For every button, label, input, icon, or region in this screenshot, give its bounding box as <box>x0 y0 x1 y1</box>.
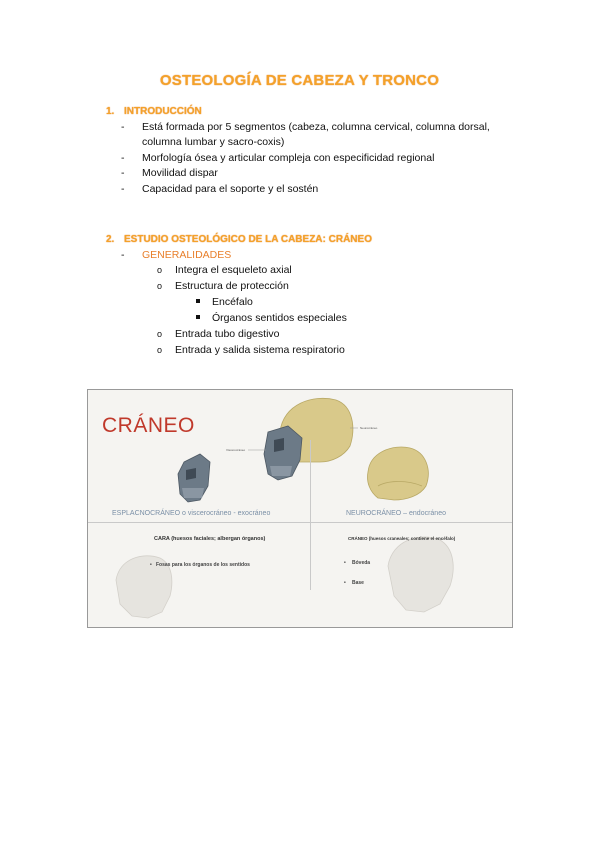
section-1-title: INTRODUCCIÓN <box>124 106 202 117</box>
section-1-number: 1. <box>106 106 115 117</box>
face-bullet: Fosas para los órganos de los sentidos <box>156 562 250 568</box>
circle-bullet: o <box>157 281 163 291</box>
neurocranium-pointer-label: Neurocráneo <box>360 426 378 430</box>
dash-bullet: - <box>121 152 125 164</box>
dash-bullet: - <box>121 183 125 195</box>
list-item: Capacidad para el soporte y el sostén <box>142 183 319 195</box>
square-bullet <box>196 315 200 319</box>
cranium-bullet: Base <box>352 580 364 586</box>
section-2-title: ESTUDIO OSTEOLÓGICO DE LA CABEZA: CRÁNEO <box>124 234 372 245</box>
splanchnocranium-label: ESPLACNOCRÁNEO o viscerocráneo - exocráneo <box>112 510 271 517</box>
sub-heading: GENERALIDADES <box>142 249 232 261</box>
neurocranium-label: NEUROCRÁNEO – endocráneo <box>346 510 446 517</box>
list-item: Encéfalo <box>212 296 253 308</box>
list-item: Entrada y salida sistema respiratorio <box>175 344 345 356</box>
face-subtitle: CARA (huesos faciales; albergan órganos) <box>154 536 266 542</box>
dash-bullet: - <box>121 167 125 179</box>
circle-bullet: o <box>157 265 163 275</box>
list-item: Estructura de protección <box>175 280 289 292</box>
document-title: OSTEOLOGÍA DE CABEZA Y TRONCO <box>159 72 440 89</box>
slide-title: CRÁNEO <box>102 414 195 437</box>
viscerocranium-pointer-label: Viscerocráneo <box>226 448 246 452</box>
list-item: Está formada por 5 segmentos (cabeza, columna cervical, columna dorsal, <box>142 121 490 133</box>
square-bullet <box>196 299 200 303</box>
dash-bullet: - <box>121 249 125 261</box>
list-item: Movilidad dispar <box>142 167 218 179</box>
section-2-number: 2. <box>106 234 115 245</box>
cranium-subtitle: CRÁNEO (huesos craneales; contiene el encéfalo) <box>348 536 456 541</box>
cranium-bullet-mark: • <box>344 560 346 566</box>
dash-bullet: - <box>121 121 125 133</box>
cranium-bullet: Bóveda <box>352 560 371 566</box>
section-1-heading <box>106 106 202 117</box>
face-bullet-mark: • <box>150 562 152 568</box>
cranium-bullet-mark: • <box>344 580 346 586</box>
circle-bullet: o <box>157 329 163 339</box>
list-item: Entrada tubo digestivo <box>175 328 280 340</box>
section-2-heading <box>106 234 372 245</box>
divider-horizontal <box>88 522 513 523</box>
list-item: columna lumbar y sacro-coxis) <box>142 136 285 148</box>
circle-bullet: o <box>157 345 163 355</box>
cranium-slide-image <box>87 389 513 628</box>
skull-illustrations <box>88 390 513 628</box>
list-item: Órganos sentidos especiales <box>212 312 347 324</box>
divider-vertical <box>310 440 311 590</box>
list-item: Integra el esqueleto axial <box>175 264 292 276</box>
list-item: Morfología ósea y articular compleja con especificidad regional <box>142 152 435 164</box>
